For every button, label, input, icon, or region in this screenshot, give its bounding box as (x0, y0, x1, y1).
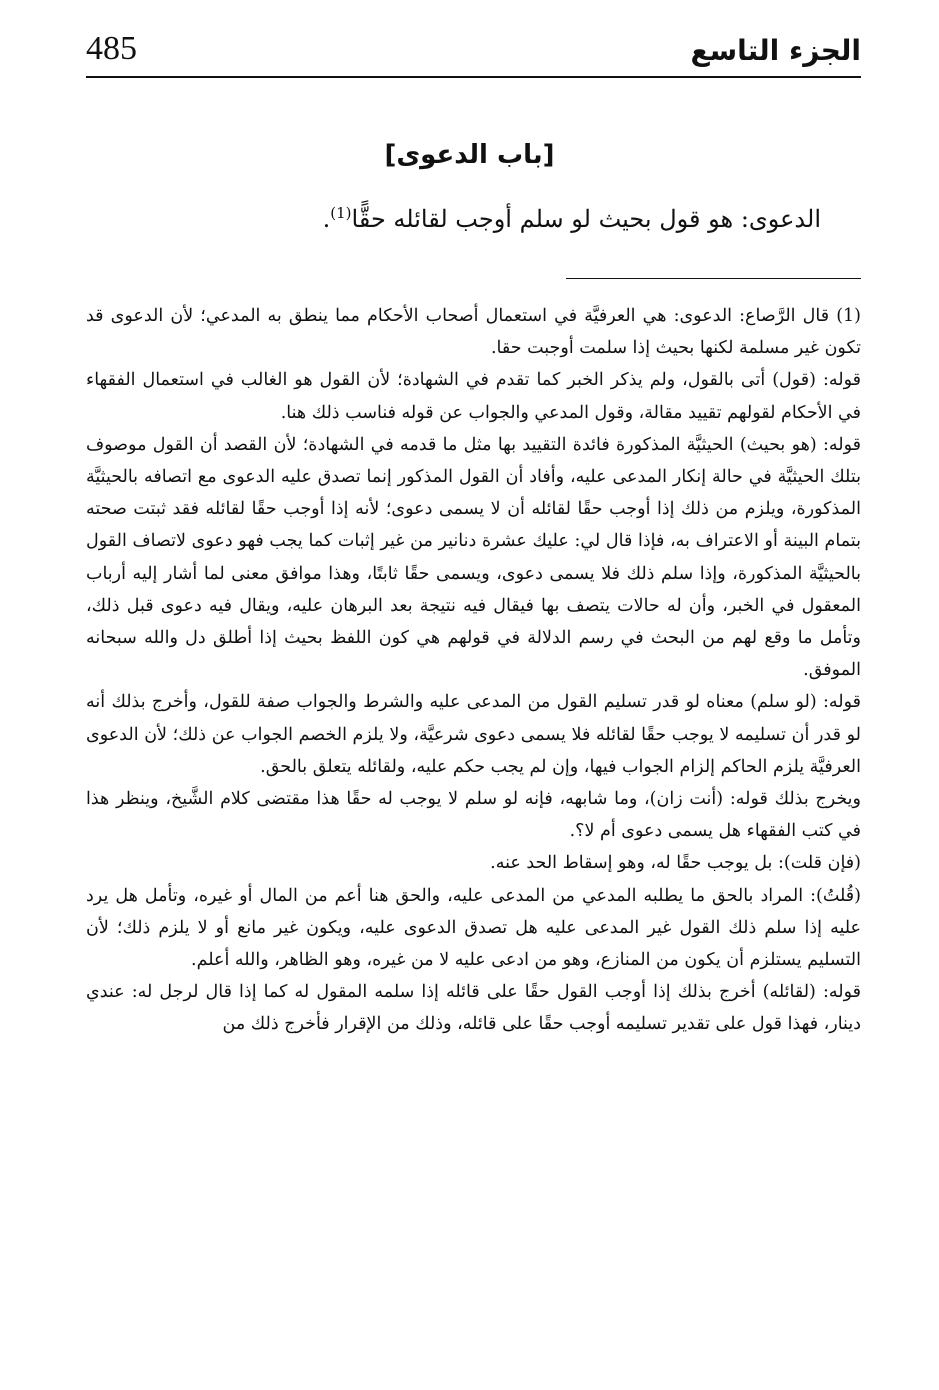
footnote-paragraph: ويخرج بذلك قوله: (أنت زان)، وما شابهه، فإنه لو سلم لا يوجب له حقًا هذا مقتضى كلام الشَّيخ، وينظر هذا في كتب الفقهاء هل يسمى دعوى أم لا؟. (86, 789, 861, 842)
footnote-paragraph: (قُلتُ): المراد بالحق ما يطلبه المدعي من المدعى عليه، والحق هنا أعم من المال أو غيره، وتأمل هل يرد عليه إذا سلم ذلك القول غير المدعى عليه هل تصدق الدعوى عليه، ويكون غير مانع أو لا يلزم ذلك؛ لأن التسليم يستلزم أن يكون من المنازع، وهو من ادعى عليه لا من غيره، وهو الظاهر، والله أعلم. (86, 885, 861, 971)
footnote-paragraph: قوله: (هو بحيث) الحيثيَّة المذكورة فائدة التقييد بها مثل ما قدمه في الشهادة؛ لأن القصد أن القول موصوف بتلك الحيثيَّة في حالة إنكار المدعى عليه، وأفاد أن القول المذكور إنما تصدق عليه الدعوى مع اتصافه بالحيثيَّة المذكورة، ويلزم من ذلك إذا أوجب حقًا لقائله أن لا يسمى دعوى؛ لأنه إذا أوجب حقًا لقائله فقد ثبتت صحته بتمام البينة أو الاعتراف به، فإذا قال لي: عليك عشرة دنانير من غير إثبات كما يجب فهو دعوى لاتصاف القول بالحيثيَّة المذكورة، وإذا سلم ذلك فلا يسمى دعوى، ويسمى حقًا ثابتًا، وهذا موافق معنى لما أشار إليه أرباب المعقول في الخبر، وأن له حالات يتصف بها فيقال فيه نتيجة بعد البرهان عليه، ويقال فيه دعوى قبل ذلك، وتأمل ما وقع لهم من البحث في رسم الدلالة في قولهم هي كون اللفظ بحيث إذا أطلق دل والله سبحانه الموفق. (86, 434, 861, 681)
footnote-paragraph: قوله: (لو سلم) معناه لو قدر تسليم القول من المدعى عليه والشرط والجواب صفة للقول، وأخرج بذلك أنه لو قدر أن تسليمه لا يوجب حقًا لقائله فلا يسمى دعوى شرعيَّة، ولا يلزم الخصم الجواب عن ذلك؛ لأن الدعوى العرفيَّة يلزم الحاكم إلزام الجواب فيها، وإن لم يجب حكم عليه، ولقائله يتعلق بالحق. (86, 692, 861, 777)
section-heading: [باب الدعوى] (384, 140, 555, 170)
running-title: الجزء التاسع (690, 34, 861, 67)
footnote-reference: (1) (330, 204, 352, 222)
footnote-paragraph: قوله: (لقائله) أخرج بذلك إذا أوجب القول حقًا على قائله إذا سلمه المقول له كما إذا قال لرجل له: عندي دينار، فهذا قول على تقدير تسليمه أوجب حقًا على قائله، وذلك من الإقرار فأخرج ذلك من (86, 982, 861, 1035)
footnotes (86, 300, 861, 1041)
sentence-end: . (322, 205, 331, 233)
footnote-paragraph: (1) قال الرَّصاع: الدعوى: هي العرفيَّة في استعمال أصحاب الأحكام مما ينطق به المدعي؛ لأن الدعوى قد تكون غير مسلمة لكنها بحيث إذا سلمت أوجبت حقا. (86, 306, 861, 359)
header-rule (86, 76, 861, 78)
footnote-separator (566, 278, 861, 279)
footnote-paragraph: (فإن قلت): بل يوجب حقًا له، وهو إسقاط الحد عنه. (490, 853, 861, 874)
page-header (86, 22, 861, 74)
footnote-paragraph: قوله: (قول) أتى بالقول، ولم يذكر الخبر كما تقدم في الشهادة؛ لأن القول هو الغالب في استعمال الفقهاء في الأحكام لقولهم تقييد مقالة، وقول المدعي والجواب عن قوله فناسب ذلك هنا. (86, 370, 861, 423)
page-number: 485 (86, 30, 137, 67)
main-text (86, 192, 821, 240)
definition-text: الدعوى: هو قول بحيث لو سلم أوجب لقائله حقًّا (351, 205, 821, 233)
